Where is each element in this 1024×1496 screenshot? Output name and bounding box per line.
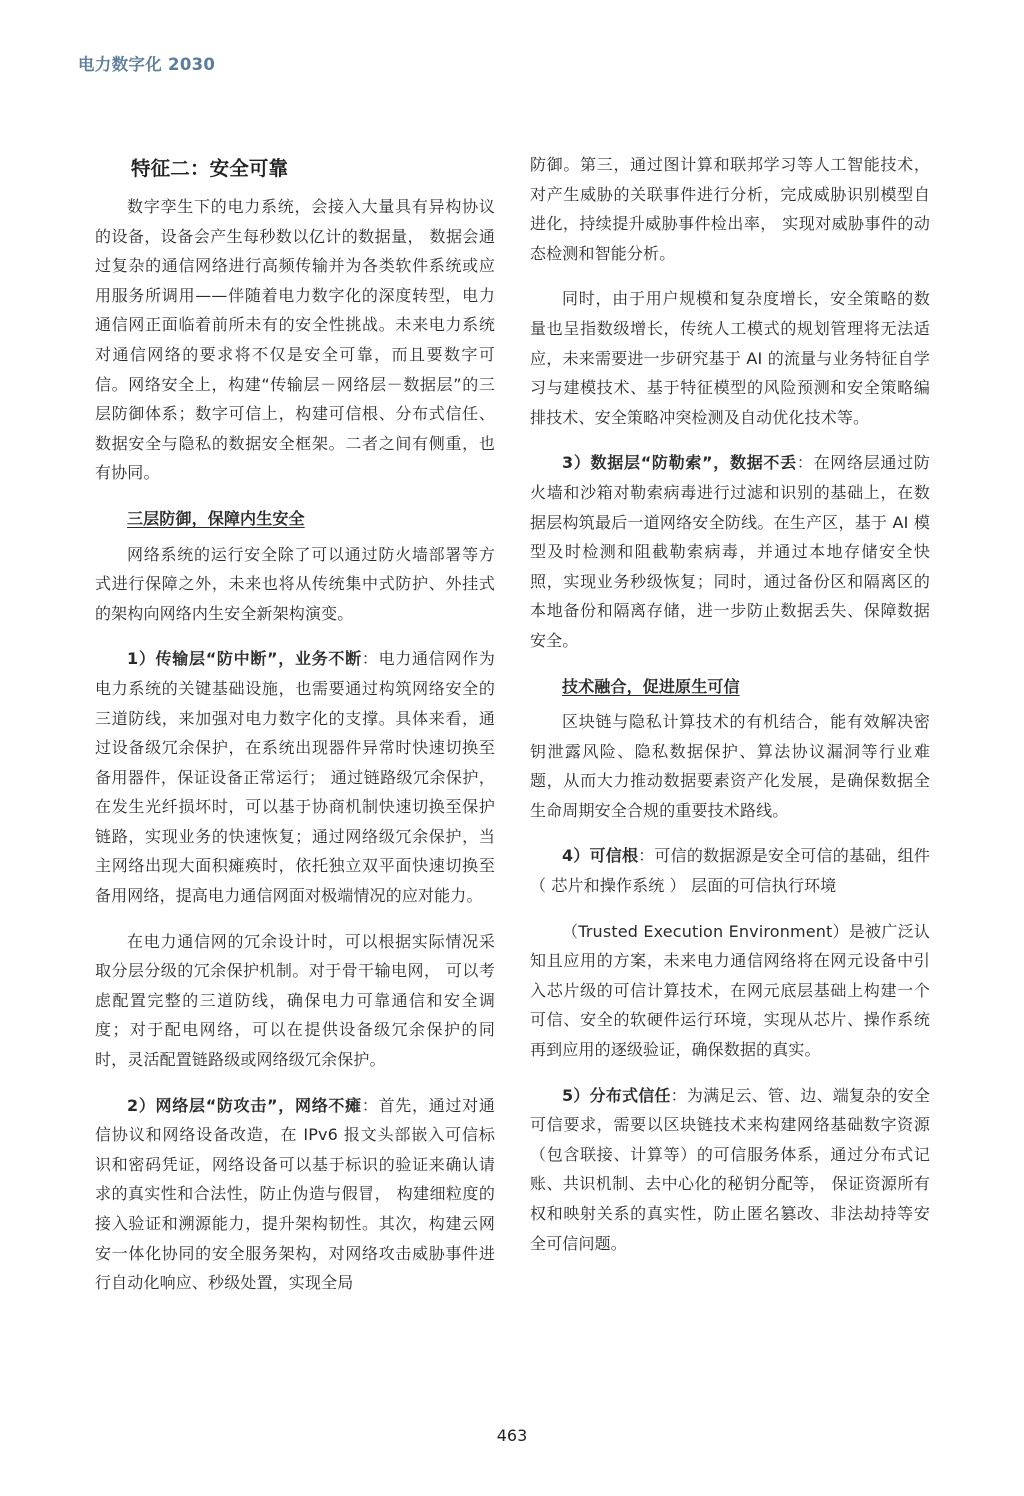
paragraph-defense-continued: 防御。第三，通过图计算和联邦学习等人工智能技术，对产生威胁的关联事件进行分析，完成威胁识别模型自进化，持续提升威胁事件检出率， 实现对威胁事件的动态检测和智能分析。 — [530, 155, 930, 263]
item-transport-layer-lead: 1）传输层“防中断”，业务不断 — [127, 649, 362, 669]
paragraph-security-policy: 同时，由于用户规模和复杂度增长，安全策略的数量也呈指数级增长，传统人工模式的规划管理将无法适应，未来需要进一步研究基于 AI 的流量与业务特征自学习与建模技术、基于特征模型的风险预测和安全策略编排技术、安全策略冲突检测及自动优化技术等。 — [530, 289, 930, 427]
intro-paragraph: 数字孪生下的电力系统，会接入大量具有异构协议的设备，设备会产生每秒数以亿计的数据量， 数据会通过复杂的通信网络进行高频传输并为各类软件系统或应用服务所调用——伴随着电力数字化的深度转型，电力通信网正面临着前所未有的安全性挑战。未来电力系统对通信网络的要求将不仅是安全可靠，而且要数字可信。网络安全上，构建“传输层－网络层－数据层”的三层防御体系；数字可信上，构建可信根、分布式信任、数据安全与隐私的数据安全框架。二者之间有侧重，也有协同。 — [95, 197, 495, 483]
right-column — [530, 150, 930, 1258]
item-data-layer-lead: 3）数据层“防勒索”，数据不丢 — [562, 453, 797, 473]
subhead-tech-fusion: 技术融合，促进原生可信 — [562, 676, 740, 696]
page-number: 463 — [496, 1426, 528, 1445]
item-root-of-trust-lead: 4）可信根 — [562, 846, 639, 866]
paragraph-blockchain: 区块链与隐私计算技术的有机结合，能有效解决密钥泄露风险、隐私数据保护、算法协议漏洞等行业难题，从而大力推动数据要素资产化发展，是确保数据全生命周期安全合规的重要技术路线。 — [530, 712, 930, 820]
item-distributed-trust-lead: 5）分布式信任 — [562, 1085, 671, 1105]
section-title: 特征二：安全可靠 — [131, 157, 289, 180]
subhead-three-layer-defense: 三层防御，保障内生安全 — [127, 508, 305, 528]
item-distributed-trust — [530, 1081, 930, 1259]
item-network-layer — [95, 1091, 495, 1298]
item-distributed-trust-body: ：为满足云、管、边、端复杂的安全可信要求，需要以区块链技术来构建网络基础数字资源（包含联接、计算等）的可信服务体系，通过分布式记账、共识机制、去中心化的秘钥分配等， 保证资源所有权和映射关系的真实性，防止匿名篡改、非法劫持等安全可信问题。 — [530, 1085, 930, 1253]
item-data-layer-body: ：在网络层通过防火墙和沙箱对勒索病毒进行过滤和识别的基础上，在数据层构筑最后一道网络安全防线。在生产区，基于 AI 模型及时检测和阻截勒索病毒，并通过本地存储安全快照，实现业务秒级恢复；同时，通过备份区和隔离区的本地备份和隔离存储，进一步防止数据丢失、保障数据安全。 — [530, 453, 930, 650]
paragraph-tee: （Trusted Execution Environment）是被广泛认知且应用的方案，未来电力通信网络将在网元设备中引入芯片级的可信计算技术，在网元底层基础上构建一个可信、安全的软硬件运行环境，实现从芯片、操作系统再到应用的逐级验证，确保数据的真实。 — [530, 921, 930, 1060]
left-column — [95, 150, 495, 1298]
paragraph-defense-intro: 网络系统的运行安全除了可以通过防火墙部署等方式进行保障之外，未来也将从传统集中式防护、外挂式的架构向网络内生安全新架构演变。 — [95, 544, 495, 623]
item-transport-layer — [95, 644, 495, 910]
item-root-of-trust — [530, 841, 930, 900]
item-network-layer-body: ：首先，通过对通信协议和网络设备改造，在 IPv6 报文头部嵌入可信标识和密码凭证，网络设备可以基于标识的验证来确认请求的真实性和合法性，防止伪造与假冒， 构建细粒度的接入验证和溯源能力，提升架构韧性。其次，构建云网安一体化协同的安全服务架构，对网络攻击威胁事件进行自动化响应、秒级处置，实现全局 — [95, 1095, 495, 1293]
paragraph-redundancy: 在电力通信网的冗余设计时，可以根据实际情况采取分层分级的冗余保护机制。对于骨干输电网， 可以考虑配置完整的三道防线，确保电力可靠通信和安全调度；对于配电网络，可以在提供设备级冗余保护的同时，灵活配置链路级或网络级冗余保护。 — [95, 931, 495, 1070]
item-data-layer — [530, 448, 930, 655]
item-network-layer-lead: 2）网络层“防攻击”，网络不瘫 — [127, 1095, 362, 1115]
item-transport-layer-body: ：电力通信网作为电力系统的关键基础设施，也需要通过构筑网络安全的三道防线，来加强对电力数字化的支撑。具体来看，通过设备级冗余保护，在系统出现器件异常时快速切换至备用器件，保证设备正常运行； 通过链路级冗余保护，在发生光纤损坏时，可以基于协商机制快速切换至保护链路，实现业务的快速恢复；通过网络级冗余保护，当主网络出现大面积瘫痪时，依托独立双平面快速切换至备用网络，提高电力通信网面对极端情况的应对能力。 — [95, 649, 495, 906]
running-header: 电力数字化 2030 — [78, 55, 216, 74]
item-root-of-trust-body: ：可信的数据源是安全可信的基础，组件（ 芯片和操作系统 ） 层面的可信执行环境 — [530, 846, 930, 896]
